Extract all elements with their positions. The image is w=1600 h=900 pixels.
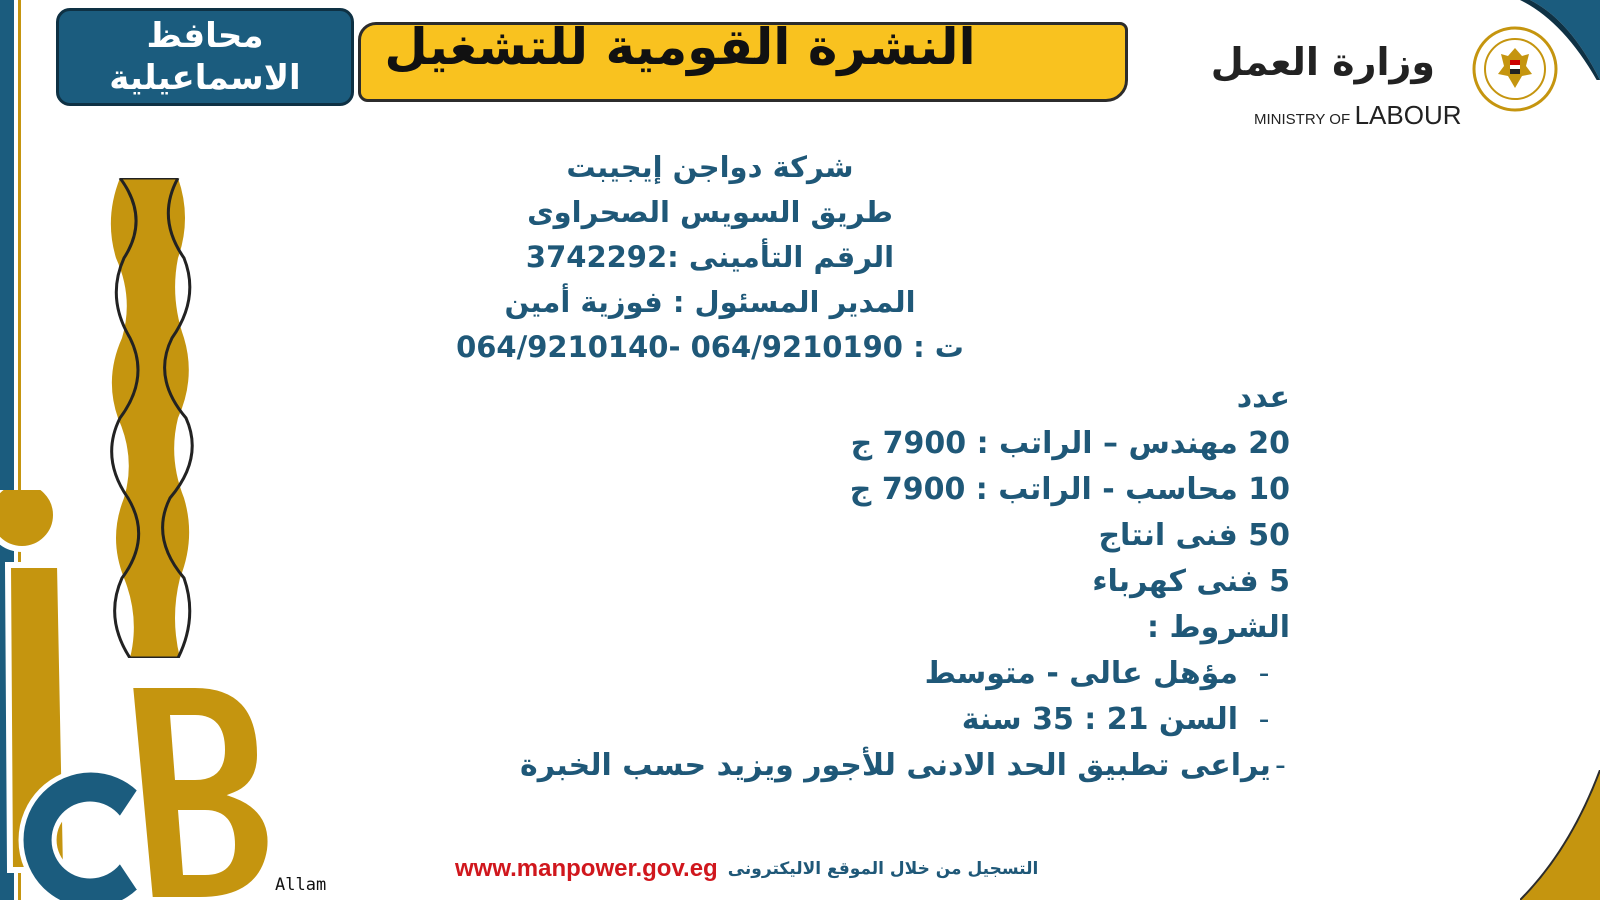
bullet-dash: - — [1275, 748, 1286, 783]
governorate-line-1: محافظ — [146, 16, 264, 56]
icb-logo — [0, 490, 290, 900]
signature-text: Allam — [275, 875, 327, 895]
ministry-name-english-small: MINISTRY OF — [1254, 111, 1351, 128]
company-phones: ت : 064/9210190 -064/9210140 — [456, 330, 964, 364]
condition-text: يراعى تطبيق الحد الادنى للأجور ويزيد حسب الخبرة — [520, 748, 1271, 783]
job-item: 50 فنى انتاج — [1098, 518, 1290, 553]
bullet-dash: - — [1258, 656, 1270, 691]
job-item: 10 محاسب - الراتب : 7900 ج — [849, 472, 1290, 507]
registration-label: التسجيل من خلال الموقع الاليكترونى — [727, 859, 1039, 879]
page-title: النشرة القومية للتشغيل — [384, 18, 976, 76]
condition-text: مؤهل عالى - متوسط — [924, 656, 1238, 691]
job-item: 5 فنى كهرباء — [1092, 564, 1290, 599]
condition-item — [520, 697, 1290, 743]
jobs-count-label: عدد — [1236, 380, 1290, 415]
conditions-label: الشروط : — [1147, 610, 1290, 645]
company-address: طريق السويس الصحراوى — [527, 195, 893, 229]
company-manager: المدير المسئول : فوزية أمين — [504, 285, 916, 319]
governorate-badge — [56, 8, 354, 106]
registration-url-link[interactable]: www.manpower.gov.eg — [455, 855, 718, 882]
company-name: شركة دواجن إيجيبت — [566, 150, 854, 184]
ministry-name-english-big: LABOUR — [1354, 100, 1462, 130]
job-item: 20 مهندس – الراتب : 7900 ج — [850, 426, 1290, 461]
bullet-dash: - — [1258, 702, 1270, 737]
condition-item — [520, 743, 1290, 789]
footer — [455, 852, 1115, 886]
company-info — [430, 145, 990, 370]
condition-item — [520, 651, 1290, 697]
condition-text: السن 21 : 35 سنة — [961, 702, 1238, 737]
ministry-seal-icon — [1472, 26, 1558, 112]
jobs-section — [520, 375, 1290, 789]
ministry-name-arabic: وزارة العمل — [1210, 40, 1435, 84]
bottom-right-corner-decoration — [1520, 770, 1600, 900]
ministry-name-english — [1254, 100, 1462, 131]
governorate-line-2: الاسماعيلية — [109, 58, 301, 98]
company-insurance-number: الرقم التأمينى :3742292 — [525, 240, 895, 274]
